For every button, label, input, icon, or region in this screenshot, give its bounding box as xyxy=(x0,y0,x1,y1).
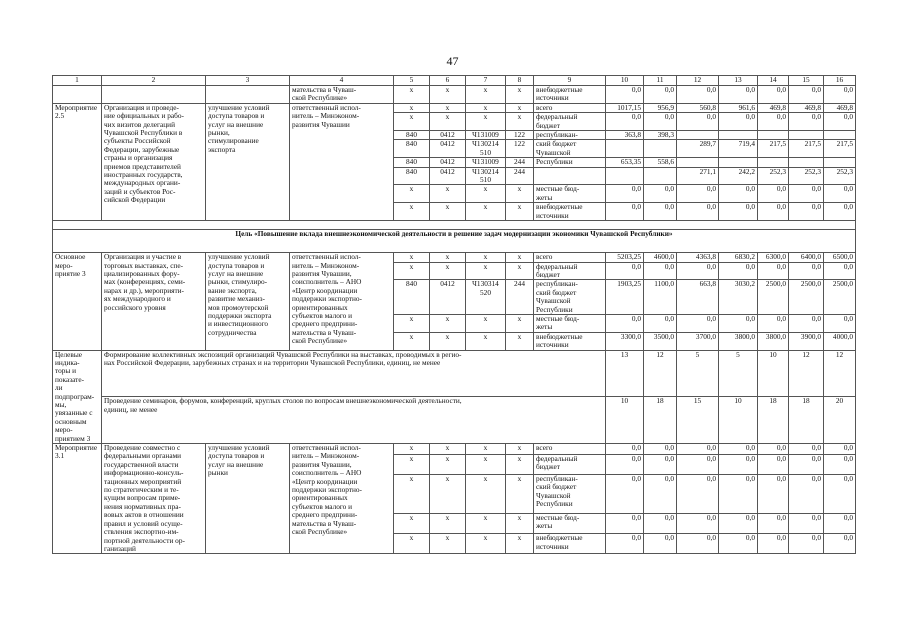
value-cell: 0,0 xyxy=(758,444,789,455)
value-cell: 0,0 xyxy=(719,534,758,554)
value-cell: 20 xyxy=(824,397,856,444)
value-cell: 0,0 xyxy=(644,534,677,554)
value-cell: 0,0 xyxy=(824,314,856,332)
funding-source: местные бюд- жеты xyxy=(534,185,606,203)
value-cell: 0,0 xyxy=(789,314,824,332)
measure-goal: улучшение условий доступа товаров и услуг на внешние рынки, стимулирование экспорта xyxy=(206,103,290,220)
cell: x xyxy=(430,262,466,280)
value-cell: 6400,0 xyxy=(789,253,824,262)
cell: x xyxy=(506,113,534,131)
cell: Ч130214 510 xyxy=(466,140,506,158)
value-cell: 0,0 xyxy=(677,444,719,455)
cell: 0412 xyxy=(430,280,466,315)
col-header: 1 xyxy=(53,76,102,86)
value-cell: 363,8 xyxy=(606,131,644,140)
cell: 244 xyxy=(506,158,534,167)
cell: 840 xyxy=(394,131,430,140)
cell: x xyxy=(466,534,506,554)
value-cell: 0,0 xyxy=(606,513,644,533)
cell: x xyxy=(430,253,466,262)
cell: 840 xyxy=(394,167,430,185)
cell: x xyxy=(466,253,506,262)
value-cell: 4600,0 xyxy=(644,253,677,262)
indicator-text: Формирование коллективных экспозиций организаций Чувашской Республики на выставках, проводимых в регио- нах Российской Федерации, зарубежных странах и на территории Чувашской Республики, единиц, не менее xyxy=(102,350,606,397)
col-header: 4 xyxy=(290,76,394,86)
value-cell xyxy=(719,131,758,140)
value-cell: 252,3 xyxy=(789,167,824,185)
value-cell: 0,0 xyxy=(824,262,856,280)
cell: x xyxy=(466,314,506,332)
cell: x xyxy=(394,534,430,554)
table-body xyxy=(53,76,856,554)
cell: x xyxy=(506,203,534,221)
value-cell: 0,0 xyxy=(824,534,856,554)
value-cell xyxy=(644,140,677,158)
cell: x xyxy=(430,454,466,474)
col-header: 11 xyxy=(644,76,677,86)
value-cell: 2500,0 xyxy=(789,280,824,315)
value-cell: 252,3 xyxy=(758,167,789,185)
value-cell xyxy=(758,131,789,140)
value-cell: 0,0 xyxy=(758,314,789,332)
value-cell: 0,0 xyxy=(758,513,789,533)
value-cell: 10 xyxy=(606,397,644,444)
funding-source: республикан- xyxy=(534,131,606,140)
cell: x xyxy=(394,444,430,455)
value-cell: 18 xyxy=(789,397,824,444)
value-cell xyxy=(789,158,824,167)
cell: x xyxy=(466,454,506,474)
funding-source: всего xyxy=(534,103,606,112)
value-cell: 2500,0 xyxy=(824,280,856,315)
value-cell xyxy=(677,158,719,167)
value-cell: 242,2 xyxy=(719,167,758,185)
value-cell: 0,0 xyxy=(824,454,856,474)
value-cell: 0,0 xyxy=(789,185,824,203)
indicator-row xyxy=(53,350,856,397)
col-header: 14 xyxy=(758,76,789,86)
value-cell: 0,0 xyxy=(606,474,644,513)
cell: 122 xyxy=(506,131,534,140)
cell: x xyxy=(430,513,466,533)
cell: x xyxy=(430,314,466,332)
value-cell: 3800,0 xyxy=(719,332,758,350)
table-row xyxy=(53,444,856,455)
value-cell: 0,0 xyxy=(719,474,758,513)
col-header: 9 xyxy=(534,76,606,86)
funding-source: Республики xyxy=(534,158,606,167)
indicator-row xyxy=(53,397,856,444)
value-cell: 0,0 xyxy=(789,86,824,104)
value-cell: 252,3 xyxy=(824,167,856,185)
value-cell: 1903,25 xyxy=(606,280,644,315)
value-cell: 0,0 xyxy=(758,203,789,221)
value-cell: 0,0 xyxy=(606,185,644,203)
col-header: 3 xyxy=(206,76,290,86)
value-cell: 0,0 xyxy=(644,474,677,513)
cell: 0412 xyxy=(430,140,466,158)
value-cell xyxy=(758,158,789,167)
value-cell: 0,0 xyxy=(719,185,758,203)
table-row xyxy=(53,253,856,262)
value-cell: 0,0 xyxy=(758,86,789,104)
value-cell: 3300,0 xyxy=(606,332,644,350)
cell: x xyxy=(506,332,534,350)
value-cell: 5203,25 xyxy=(606,253,644,262)
col-header: 16 xyxy=(824,76,856,86)
cell: x xyxy=(466,185,506,203)
value-cell: 560,8 xyxy=(677,103,719,112)
cell: x xyxy=(430,185,466,203)
cell: x xyxy=(430,474,466,513)
cell: x xyxy=(430,203,466,221)
funding-source: всего xyxy=(534,444,606,455)
cell: x xyxy=(430,86,466,104)
funding-source: федеральный бюджет xyxy=(534,113,606,131)
value-cell: 0,0 xyxy=(824,513,856,533)
executor-cell: ответственный испол- нитель – Минэконом- развития Чувашии xyxy=(290,103,394,220)
value-cell: 398,3 xyxy=(644,131,677,140)
value-cell: 0,0 xyxy=(677,314,719,332)
cell: 0412 xyxy=(430,131,466,140)
cell: x xyxy=(506,454,534,474)
value-cell xyxy=(606,140,644,158)
value-cell: 3900,0 xyxy=(789,332,824,350)
value-cell: 0,0 xyxy=(644,86,677,104)
funding-source: внебюджетные источники xyxy=(534,203,606,221)
value-cell: 13 xyxy=(606,350,644,397)
cell: x xyxy=(394,86,430,104)
cell: x xyxy=(466,513,506,533)
value-cell: 0,0 xyxy=(758,474,789,513)
funding-source: внебюджетные источники xyxy=(534,332,606,350)
cell: 840 xyxy=(394,158,430,167)
value-cell: 12 xyxy=(644,350,677,397)
value-cell: 0,0 xyxy=(758,262,789,280)
value-cell xyxy=(606,167,644,185)
funding-source: федеральный бюджет xyxy=(534,454,606,474)
value-cell: 961,6 xyxy=(719,103,758,112)
cell: x xyxy=(394,203,430,221)
cell: x xyxy=(394,332,430,350)
funding-source: ский бюджет Чувашской xyxy=(534,140,606,158)
value-cell: 5 xyxy=(719,350,758,397)
col-header: 15 xyxy=(789,76,824,86)
value-cell: 3700,0 xyxy=(677,332,719,350)
value-cell: 0,0 xyxy=(644,444,677,455)
funding-source: внебюджетные источники xyxy=(534,86,606,104)
value-cell: 0,0 xyxy=(758,534,789,554)
cell: x xyxy=(466,113,506,131)
value-cell: 0,0 xyxy=(824,444,856,455)
cell: x xyxy=(430,332,466,350)
value-cell: 0,0 xyxy=(677,454,719,474)
value-cell: 0,0 xyxy=(606,203,644,221)
cell: x xyxy=(430,103,466,112)
value-cell: 6830,2 xyxy=(719,253,758,262)
value-cell: 3800,0 xyxy=(758,332,789,350)
indicator-label: Целевые индика- торы и показате- ли подпрограм- мы, увязанные с основным меро- приятием 3 xyxy=(53,350,102,443)
measure-goal: улучшение условий доступа товаров и услуг на внешние рынки, стимулиро- вание экспорта, развитие механиз- мов промоутерской поддержки экспорта и инвестиционного сотрудничества xyxy=(206,253,290,350)
value-cell xyxy=(824,131,856,140)
value-cell: 1017,15 xyxy=(606,103,644,112)
cell: x xyxy=(506,534,534,554)
col-header: 2 xyxy=(102,76,206,86)
cell: x xyxy=(394,103,430,112)
value-cell: 10 xyxy=(719,397,758,444)
value-cell: 0,0 xyxy=(606,86,644,104)
value-cell: 469,8 xyxy=(758,103,789,112)
measure-goal: улучшение условий доступа товаров и услуг на внешние рынки xyxy=(206,444,290,554)
value-cell: 0,0 xyxy=(719,86,758,104)
value-cell: 0,0 xyxy=(719,314,758,332)
value-cell: 0,0 xyxy=(644,513,677,533)
cell: Ч131009 xyxy=(466,131,506,140)
value-cell: 0,0 xyxy=(789,454,824,474)
cell: Ч130314 520 xyxy=(466,280,506,315)
value-cell: 0,0 xyxy=(789,534,824,554)
value-cell: 6300,0 xyxy=(758,253,789,262)
value-cell: 6500,0 xyxy=(824,253,856,262)
cell: x xyxy=(466,332,506,350)
goal-row xyxy=(53,230,856,253)
value-cell: 0,0 xyxy=(719,203,758,221)
col-header: 5 xyxy=(394,76,430,86)
value-cell: 0,0 xyxy=(824,185,856,203)
cell: 0412 xyxy=(430,158,466,167)
cell: x xyxy=(430,444,466,455)
funding-source xyxy=(534,167,606,185)
value-cell: 0,0 xyxy=(677,203,719,221)
cell: x xyxy=(394,314,430,332)
value-cell: 4000,0 xyxy=(824,332,856,350)
cell: Ч131009 xyxy=(466,158,506,167)
value-cell: 0,0 xyxy=(677,86,719,104)
value-cell: 18 xyxy=(758,397,789,444)
cell: x xyxy=(466,444,506,455)
funding-source: местные бюд- жеты xyxy=(534,513,606,533)
value-cell xyxy=(644,167,677,185)
cell: x xyxy=(506,513,534,533)
cell: x xyxy=(394,513,430,533)
value-cell: 217,5 xyxy=(758,140,789,158)
cell: x xyxy=(394,474,430,513)
value-cell: 10 xyxy=(758,350,789,397)
executor-cell: ответственный испол- нитель – Минэконом- развития Чувашии, соисполнитель – АНО «Центр координации поддержки экспортно- ориентированных субъектов малого и среднего предприни- мательства в Чуваш- ской Республике» xyxy=(290,444,394,554)
value-cell: 4363,8 xyxy=(677,253,719,262)
value-cell: 0,0 xyxy=(789,513,824,533)
cell: x xyxy=(506,444,534,455)
page-number: 47 xyxy=(446,54,459,68)
cell: x xyxy=(466,203,506,221)
value-cell: 0,0 xyxy=(644,314,677,332)
value-cell xyxy=(824,158,856,167)
cell: 244 xyxy=(506,167,534,185)
value-cell: 653,35 xyxy=(606,158,644,167)
value-cell: 0,0 xyxy=(677,262,719,280)
funding-source: федеральный бюджет xyxy=(534,262,606,280)
value-cell: 5 xyxy=(677,350,719,397)
value-cell: 956,9 xyxy=(644,103,677,112)
value-cell: 0,0 xyxy=(789,474,824,513)
spacer xyxy=(53,221,856,230)
measure-name: Мероприятие 2.5 xyxy=(53,103,102,220)
value-cell: 663,8 xyxy=(677,280,719,315)
measure-description: Организация и проведе- ние официальных и рабо- чих визитов делегаций Чувашской Республики в субъекты Российской Федерации, зарубежные страны и организация приемов представителей иностранных государств, международных органи- заций и субъектов Рос- сийской Федерации xyxy=(102,103,206,220)
cell: x xyxy=(466,86,506,104)
cell: 244 xyxy=(506,280,534,315)
value-cell: 0,0 xyxy=(758,454,789,474)
value-cell: 1100,0 xyxy=(644,280,677,315)
cell: x xyxy=(506,314,534,332)
value-cell: 0,0 xyxy=(719,262,758,280)
value-cell: 0,0 xyxy=(758,113,789,131)
value-cell: 0,0 xyxy=(719,444,758,455)
cell: x xyxy=(466,474,506,513)
value-cell: 12 xyxy=(789,350,824,397)
col-header: 13 xyxy=(719,76,758,86)
value-cell: 271,1 xyxy=(677,167,719,185)
value-cell xyxy=(677,131,719,140)
cell: 840 xyxy=(394,280,430,315)
measure-description: Проведение совместно с федеральными органами государственной власти информационно-консуль- тационных мероприятий по стратегическим и те- кущим вопросам приме- нения нормативных пра- вовых актов в отношении правил и условий осуще- ствления экспортно-им- портной деятельности ор- ганизаций xyxy=(102,444,206,554)
value-cell: 0,0 xyxy=(606,262,644,280)
value-cell: 0,0 xyxy=(677,474,719,513)
funding-source: местные бюд- жеты xyxy=(534,314,606,332)
cell: x xyxy=(394,185,430,203)
value-cell: 719,4 xyxy=(719,140,758,158)
cell: x xyxy=(430,113,466,131)
cell: x xyxy=(506,185,534,203)
cell: x xyxy=(466,103,506,112)
value-cell: 0,0 xyxy=(677,534,719,554)
indicator-text: Проведение семинаров, форумов, конференций, круглых столов по вопросам внешнеэкономической деятельности, единиц, не менее xyxy=(102,397,606,444)
value-cell: 18 xyxy=(644,397,677,444)
value-cell: 0,0 xyxy=(824,86,856,104)
value-cell: 0,0 xyxy=(719,113,758,131)
col-header: 8 xyxy=(506,76,534,86)
value-cell: 0,0 xyxy=(758,185,789,203)
cell: x xyxy=(430,534,466,554)
value-cell: 0,0 xyxy=(644,185,677,203)
column-number-row xyxy=(53,76,856,86)
value-cell: 0,0 xyxy=(677,113,719,131)
table-row xyxy=(53,86,856,104)
goal-heading: Цель «Повышение вклада внешнеэкономической деятельности в решение задач модернизации экономики Чувашской Республики» xyxy=(53,230,856,253)
value-cell: 289,7 xyxy=(677,140,719,158)
value-cell xyxy=(789,131,824,140)
value-cell: 0,0 xyxy=(824,113,856,131)
col-header: 6 xyxy=(430,76,466,86)
value-cell: 217,5 xyxy=(824,140,856,158)
value-cell: 0,0 xyxy=(789,444,824,455)
cell: 0412 xyxy=(430,167,466,185)
value-cell: 558,6 xyxy=(644,158,677,167)
cell: x xyxy=(466,262,506,280)
col-header: 12 xyxy=(677,76,719,86)
value-cell: 0,0 xyxy=(719,513,758,533)
value-cell: 0,0 xyxy=(644,262,677,280)
value-cell: 469,8 xyxy=(824,103,856,112)
cell: 122 xyxy=(506,140,534,158)
funding-source: внебюджетные источники xyxy=(534,534,606,554)
col-header: 10 xyxy=(606,76,644,86)
cell: x xyxy=(394,454,430,474)
value-cell: 0,0 xyxy=(677,185,719,203)
value-cell: 0,0 xyxy=(824,203,856,221)
table-row xyxy=(53,103,856,112)
measure-name: Мероприятие 3.1 xyxy=(53,444,102,554)
cell: Ч130214 510 xyxy=(466,167,506,185)
funding-source: республикан- ский бюджет Чувашской Республики xyxy=(534,280,606,315)
value-cell xyxy=(719,158,758,167)
value-cell: 217,5 xyxy=(789,140,824,158)
value-cell: 0,0 xyxy=(824,474,856,513)
executor-cell: мательства в Чуваш- ской Республике» xyxy=(290,86,394,104)
value-cell: 0,0 xyxy=(644,113,677,131)
cell: x xyxy=(394,262,430,280)
cell: x xyxy=(394,253,430,262)
measure-name: Основное меро- приятие 3 xyxy=(53,253,102,350)
value-cell: 2500,0 xyxy=(758,280,789,315)
executor-cell: ответственный испол- нитель – Минэконом- развития Чувашии, соисполнитель – АНО «Центр координации поддержки экспортно- ориентированных субъектов малого и среднего предприни- мательства в Чуваш- ской Республике» xyxy=(290,253,394,350)
funding-source: всего xyxy=(534,253,606,262)
measure-description: Организация и участие в торговых выставках, спе- циализированных фору- мах (конференциях, семи- нарах и др.), мероприяти- ях международного и российского уровня xyxy=(102,253,206,350)
value-cell: 3500,0 xyxy=(644,332,677,350)
value-cell: 469,8 xyxy=(789,103,824,112)
cell: x xyxy=(506,474,534,513)
col-header: 7 xyxy=(466,76,506,86)
cell: x xyxy=(506,86,534,104)
cell: 840 xyxy=(394,140,430,158)
program-table xyxy=(52,75,856,554)
value-cell: 0,0 xyxy=(789,203,824,221)
funding-source: республикан- ский бюджет Чувашской Республики xyxy=(534,474,606,513)
value-cell: 15 xyxy=(677,397,719,444)
value-cell: 0,0 xyxy=(606,534,644,554)
value-cell: 0,0 xyxy=(606,314,644,332)
value-cell: 0,0 xyxy=(606,113,644,131)
cell: x xyxy=(506,103,534,112)
value-cell: 0,0 xyxy=(677,513,719,533)
value-cell: 12 xyxy=(824,350,856,397)
value-cell: 0,0 xyxy=(606,444,644,455)
value-cell: 3030,2 xyxy=(719,280,758,315)
cell: x xyxy=(394,113,430,131)
value-cell: 0,0 xyxy=(644,203,677,221)
value-cell: 0,0 xyxy=(606,454,644,474)
value-cell: 0,0 xyxy=(644,454,677,474)
value-cell: 0,0 xyxy=(789,113,824,131)
value-cell: 0,0 xyxy=(789,262,824,280)
value-cell: 0,0 xyxy=(719,454,758,474)
cell: x xyxy=(506,262,534,280)
spacer-row xyxy=(53,221,856,230)
cell: x xyxy=(506,253,534,262)
